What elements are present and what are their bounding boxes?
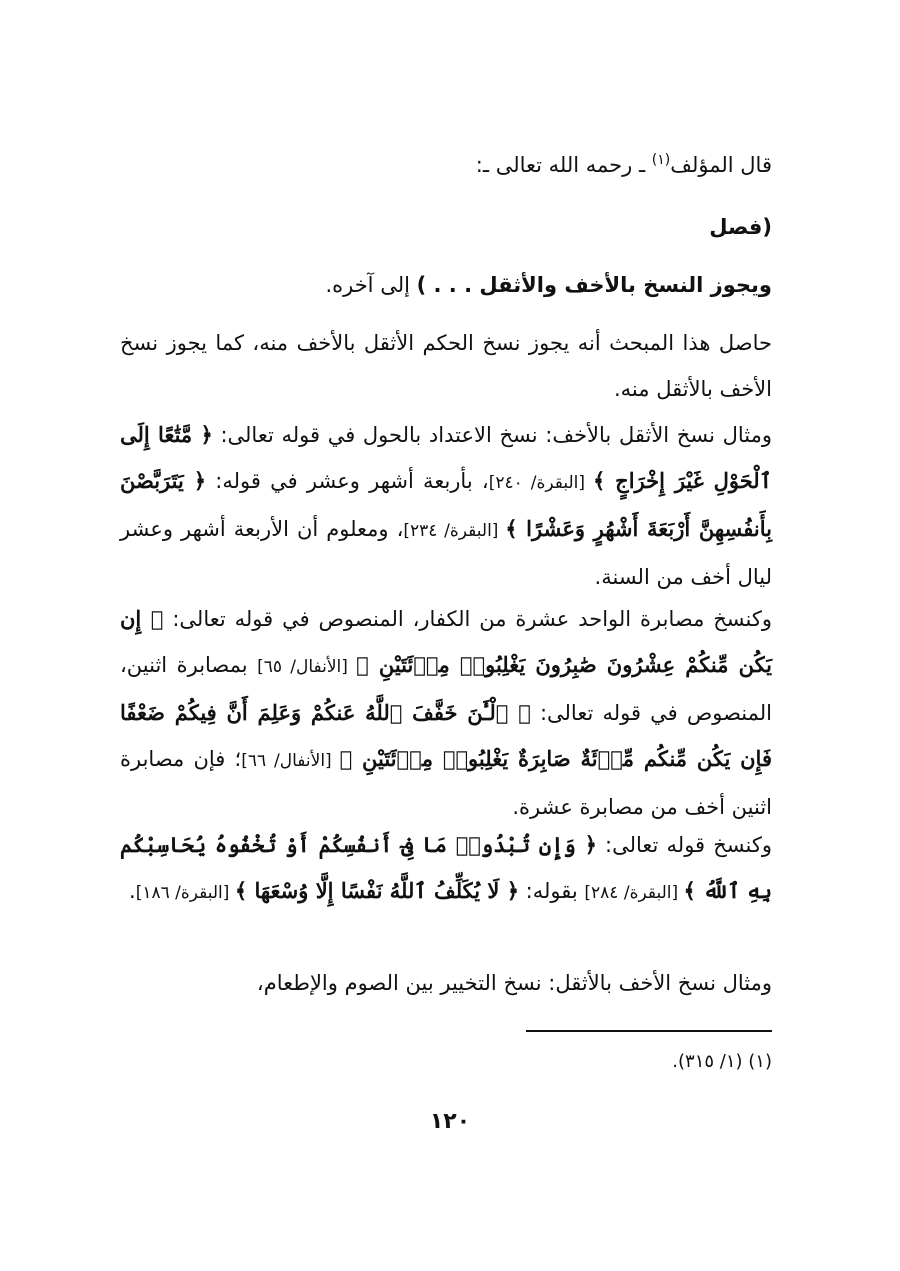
paragraph-example-lighter-to-heavier: ومثال نسخ الأخف بالأثقل: نسخ التخيير بين الصوم والإطعام، (256, 971, 772, 995)
verse-reference: [البقرة/ ٢٣٤] (403, 521, 506, 541)
verse-reference: [البقرة/ ٢٨٤] (584, 883, 684, 903)
author-intro-line (120, 142, 772, 188)
matn-quote-line (120, 262, 772, 308)
quran-verse: ﴿ لَا يُكَلِّفُ ٱللَّهُ نَفْسًا إِلَّا وُسْعَهَا ﴾ (234, 878, 519, 903)
quran-verse: ﴿ إِن يَكُن مِّنكُمْ عِشْرُونَ صَٰبِرُونَ يَغْلِبُوا۟ مِا۟ئَتَيْنِ ﴾ (120, 606, 773, 677)
p3-text-a: وكنسخ مصابرة الواحد عشرة من الكفار، المنصوص في قوله تعالى: (163, 607, 773, 631)
p3-text-b: بمصابرة اثنين، المنصوص في قوله تعالى: (120, 653, 772, 725)
intro-text: قال المؤلف (670, 153, 772, 177)
quran-verse: ﴿ ٱلْـَٰٔنَ خَفَّفَ ٱللَّهُ عَنكُمْ وَعَلِمَ أَنَّ فِيكُمْ ضَعْفًا فَإِن يَكُن مِّنكُم مِّا۟ئَةٌ صَابِرَةٌ يَغْلِبُوا۟ مِا۟ئَتَيْنِ ﴾ (120, 700, 772, 771)
p2-text-c: ، ومعلوم أن الأربعة أشهر وعشر ليال أخف من السنة. (120, 517, 772, 589)
p4-text-a: وكنسخ قوله تعالى: (596, 833, 773, 857)
verse-reference: [الأنفال/ ٦٦] (241, 751, 340, 771)
p2-text-b: ، بأربعة أشهر وعشر في قوله: (206, 469, 489, 493)
verse-reference: [الأنفال/ ٦٥] (257, 657, 357, 677)
paragraph-example-patience (120, 596, 772, 830)
footnote: (١) (١/ ٣١٥). (672, 1051, 772, 1072)
quran-verse: ﴿ يَتَرَبَّصْنَ بِأَنفُسِهِنَّ أَرْبَعَةَ أَشْهُرٍ وَعَشْرًا ﴾ (120, 468, 772, 541)
footnote-marker: (١) (651, 152, 671, 168)
quran-verse: ﴿ مَّتَٰعًا إِلَى ٱلْحَوْلِ غَيْرَ إِخْرَاجٍ ﴾ (120, 422, 772, 493)
quran-verse: ﴿ وَإِن تُبْدُوا۟ مَا فِىٓ أَنفُسِكُمْ أَوْ تُخْفُوهُ يُحَاسِبْكُم بِهِ ٱللَّهُ ﴾ (120, 832, 772, 903)
section-heading: (فصل (709, 215, 772, 239)
verse-reference: [البقرة/ ٢٤٠] (488, 473, 593, 493)
page-number: ١٢٠ (429, 1109, 471, 1134)
p4-text-b: بقوله: (519, 879, 585, 903)
matn-bold-text: ويجوز النسخ بالأخف والأثقل . . . ) (416, 273, 772, 297)
paragraph-example-accountability (120, 822, 772, 916)
paragraph-summary: حاصل هذا المبحث أنه يجوز نسخ الحكم الأثقل بالأخف منه، كما يجوز نسخ الأخف بالأثقل منه. (120, 331, 772, 401)
intro-rest: ـ رحمه الله تعالى ـ: (475, 153, 652, 177)
paragraph-example-heavier-to-lighter (120, 412, 772, 600)
p2-text-a: ومثال نسخ الأثقل بالأخف: نسخ الاعتداد بالحول في قوله تعالى: (212, 423, 772, 447)
verse-reference: [البقرة/ ١٨٦] (135, 883, 235, 903)
matn-rest: إلى آخره. (325, 273, 417, 297)
footnote-divider (526, 1030, 772, 1032)
p3-text-c: ؛ فإن مصابرة اثنين أخف من مصابرة عشرة. (120, 747, 772, 819)
p4-text-c: . (129, 879, 136, 903)
